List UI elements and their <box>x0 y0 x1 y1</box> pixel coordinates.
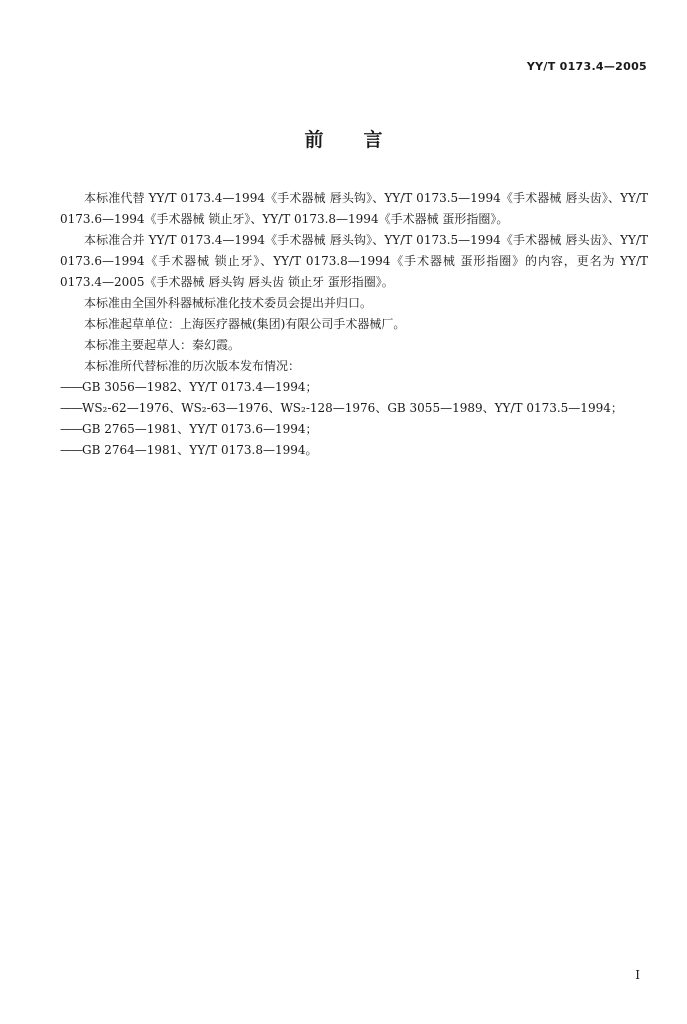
paragraph-merges: 本标准合并 YY/T 0173.4—1994《手术器械 唇头钩》、YY/T 0173.5—1994《手术器械 唇头齿》、YY/T 0173.6—1994《手术器械 锁止牙》、YY/T 0173.8—1994《手术器械 蛋形指圈》的内容，更名为 YY/T 0173.4—2005《手术器械 唇头钩 唇头齿 锁止牙 蛋形指圈》。 <box>60 233 648 289</box>
history-item <box>60 398 648 419</box>
history-item-text: GB 2765—1981、YY/T 0173.6—1994； <box>82 422 318 436</box>
history-item-text: GB 2764—1981、YY/T 0173.8—1994。 <box>82 443 318 457</box>
paragraph-history-intro: 本标准所代替标准的历次版本发布情况： <box>84 359 301 373</box>
foreword-body <box>60 188 648 461</box>
paragraph-drafter: 本标准主要起草人：秦幻霞。 <box>84 338 241 352</box>
paragraph-drafting-unit: 本标准起草单位：上海医疗器械(集团)有限公司手术器械厂。 <box>84 317 406 331</box>
history-item <box>60 419 648 440</box>
history-item <box>60 377 648 398</box>
standard-code: YY/T 0173.4—2005 <box>526 60 647 73</box>
paragraph-replaces: 本标准代替 YY/T 0173.4—1994《手术器械 唇头钩》、YY/T 0173.5—1994《手术器械 唇头齿》、YY/T 0173.6—1994《手术器械 锁止牙》、YY/T 0173.8—1994《手术器械 蛋形指圈》。 <box>60 191 648 226</box>
page-number: I <box>635 968 640 982</box>
paragraph-proposer: 本标准由全国外科器械标准化技术委员会提出并归口。 <box>84 296 373 310</box>
history-item <box>60 440 648 461</box>
dash-marker: —— <box>60 380 82 394</box>
dash-marker: —— <box>60 443 82 457</box>
history-item-text: GB 3056—1982、YY/T 0173.4—1994； <box>82 380 318 394</box>
dash-marker: —— <box>60 401 82 415</box>
history-list <box>60 377 648 461</box>
page-title: 前言 <box>304 129 423 151</box>
history-item-text: WS₂-62—1976、WS₂-63—1976、WS₂-128—1976、GB 3055—1989、YY/T 0173.5—1994； <box>82 401 623 415</box>
dash-marker: —— <box>60 422 82 436</box>
